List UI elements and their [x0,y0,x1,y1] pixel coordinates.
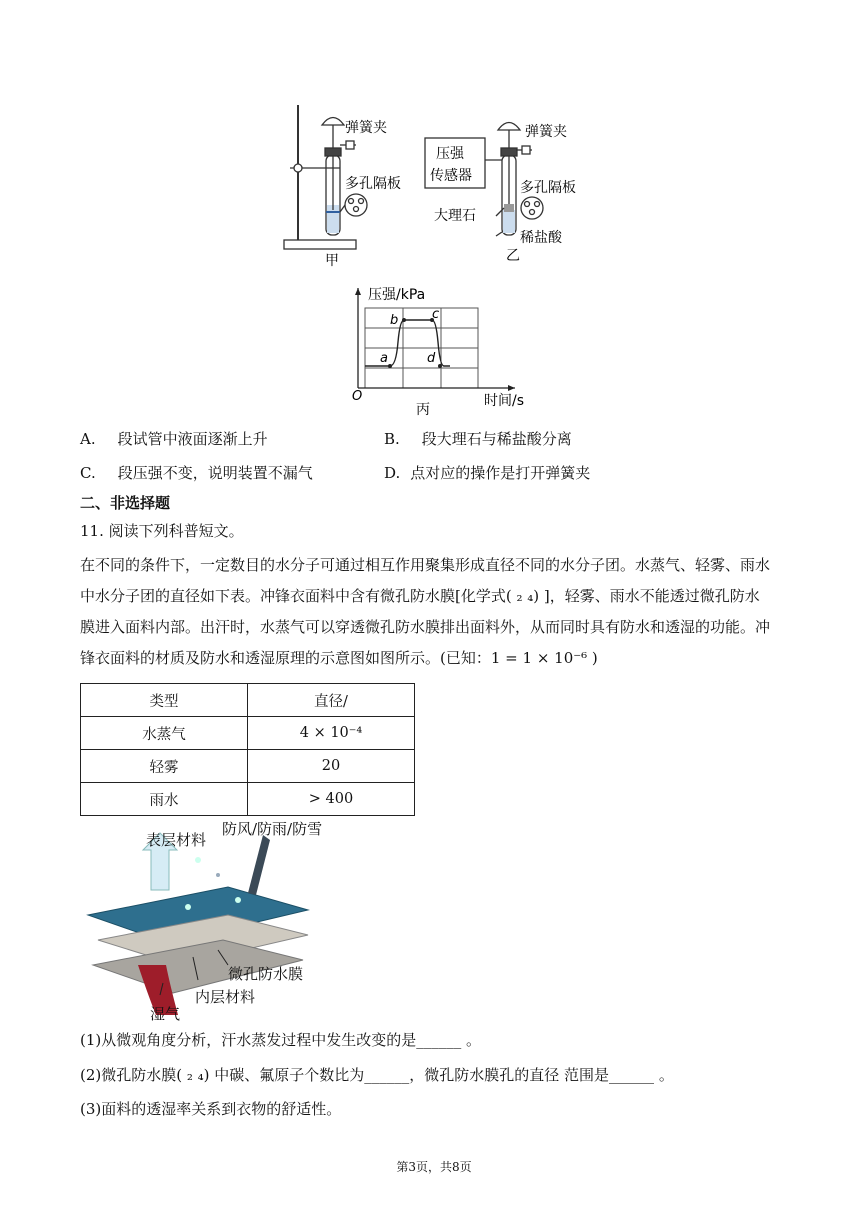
table-row [81,717,415,750]
yi-sensor-line2: 传感器 [430,168,472,184]
option-c-letter: C. [80,464,96,482]
para-line: 膜进入面料内部。出汗时，水蒸气可以穿透微孔防水膜排出面料外，从而同时具有防水和透湿的功能。冲 [80,618,771,636]
table-row [81,783,415,816]
origin-label: O [352,389,363,404]
yi-acid-label: 稀盐酸 [520,230,562,246]
yi-marble-label: 大理石 [434,208,476,224]
point-b-dot [402,318,406,322]
point-b-label: b [390,313,399,328]
table-row [81,750,415,783]
chart-caption: 丙 [416,402,430,418]
label-membrane: 微孔防水膜 [228,965,304,983]
q11-title: 11. 阅读下列科普短文。 [80,522,244,540]
yi-spring-label: 弹簧夹 [525,124,567,140]
weather-stream [248,835,270,895]
q11-paragraph [80,550,790,674]
point-a-dot [388,364,392,368]
point-d-dot [438,364,442,368]
droplet-size-table [80,683,415,816]
yi-caption: 乙 [506,248,520,264]
option-c [80,466,313,481]
table-cell: 轻雾 [81,750,248,783]
label-inner: 内层材料 [195,988,256,1006]
y-axis-label: 压强/kPa [368,287,426,303]
table-header: 类型 [81,684,248,717]
option-c-text: 段压强不变，说明装置不漏气 [117,464,313,482]
point-d-label: d [427,351,436,366]
table-cell: > 400 [248,783,415,816]
para-line: 锋衣面料的材质及防水和透湿原理的示意图如图所示。(已知：1 = 1 × 10⁻⁶ ) [80,649,598,667]
label-moisture: 湿气 [150,1005,181,1023]
section-title: 二、非选择题 [80,494,171,512]
option-b-text: 段大理石与稀盐酸分离 [421,430,572,448]
point-c-label: c [432,307,440,322]
jia-plate-label: 多孔隔板 [345,176,401,192]
label-wind: 防风/防雨/防雪 [222,820,323,838]
para-line: 在不同的条件下，一定数目的水分子可通过相互作用聚集形成直径不同的水分子团。水蒸气、轻雾、雨水 [80,556,771,574]
table-header: 直径/ [248,684,415,717]
page-footer: 第3页，共8页 [396,1160,472,1174]
label-surface: 表层材料 [146,831,207,849]
jia-spring-label: 弹簧夹 [345,120,387,136]
table-header-row [81,684,415,717]
para-line: 中水分子团的直径如下表。冲锋衣面料中含有微孔防水膜[化学式( ₂ ₄) ]，轻雾、雨水不能透过微孔防水 [80,587,760,605]
table-cell: 雨水 [81,783,248,816]
yi-sensor-line1: 压强 [436,146,464,162]
sub-question-3: (3)面料的透湿率关系到衣物的舒适性。 [80,1100,342,1118]
sub-question-2: (2)微孔防水膜( ₂ ₄) 中碳、氟原子个数比为______，微孔防水膜孔的直径 范围是______ 。 [80,1066,674,1084]
option-d-text: 点对应的操作是打开弹簧夹 [410,464,591,482]
option-d [384,466,590,481]
table-cell: 20 [248,750,415,783]
apparatus-figure [270,100,600,268]
sub-question-1: (1)从微观角度分析，汗水蒸发过程中发生改变的是______ 。 [80,1031,482,1049]
point-a-label: a [380,351,388,366]
table-cell: 水蒸气 [81,717,248,750]
option-b-letter: B. [384,430,400,448]
option-a [80,432,268,447]
jia-caption: 甲 [325,253,339,268]
option-b [384,432,572,447]
option-a-letter: A. [80,430,96,448]
x-axis-label: 时间/s [484,393,525,409]
pressure-chart [340,282,540,422]
option-d-letter: D. [384,464,401,482]
table-cell: 4 × 10⁻⁴ [248,717,415,750]
yi-plate-label: 多孔隔板 [520,180,576,196]
option-a-text: 段试管中液面逐渐上升 [117,430,268,448]
pressure-curve [365,320,450,366]
